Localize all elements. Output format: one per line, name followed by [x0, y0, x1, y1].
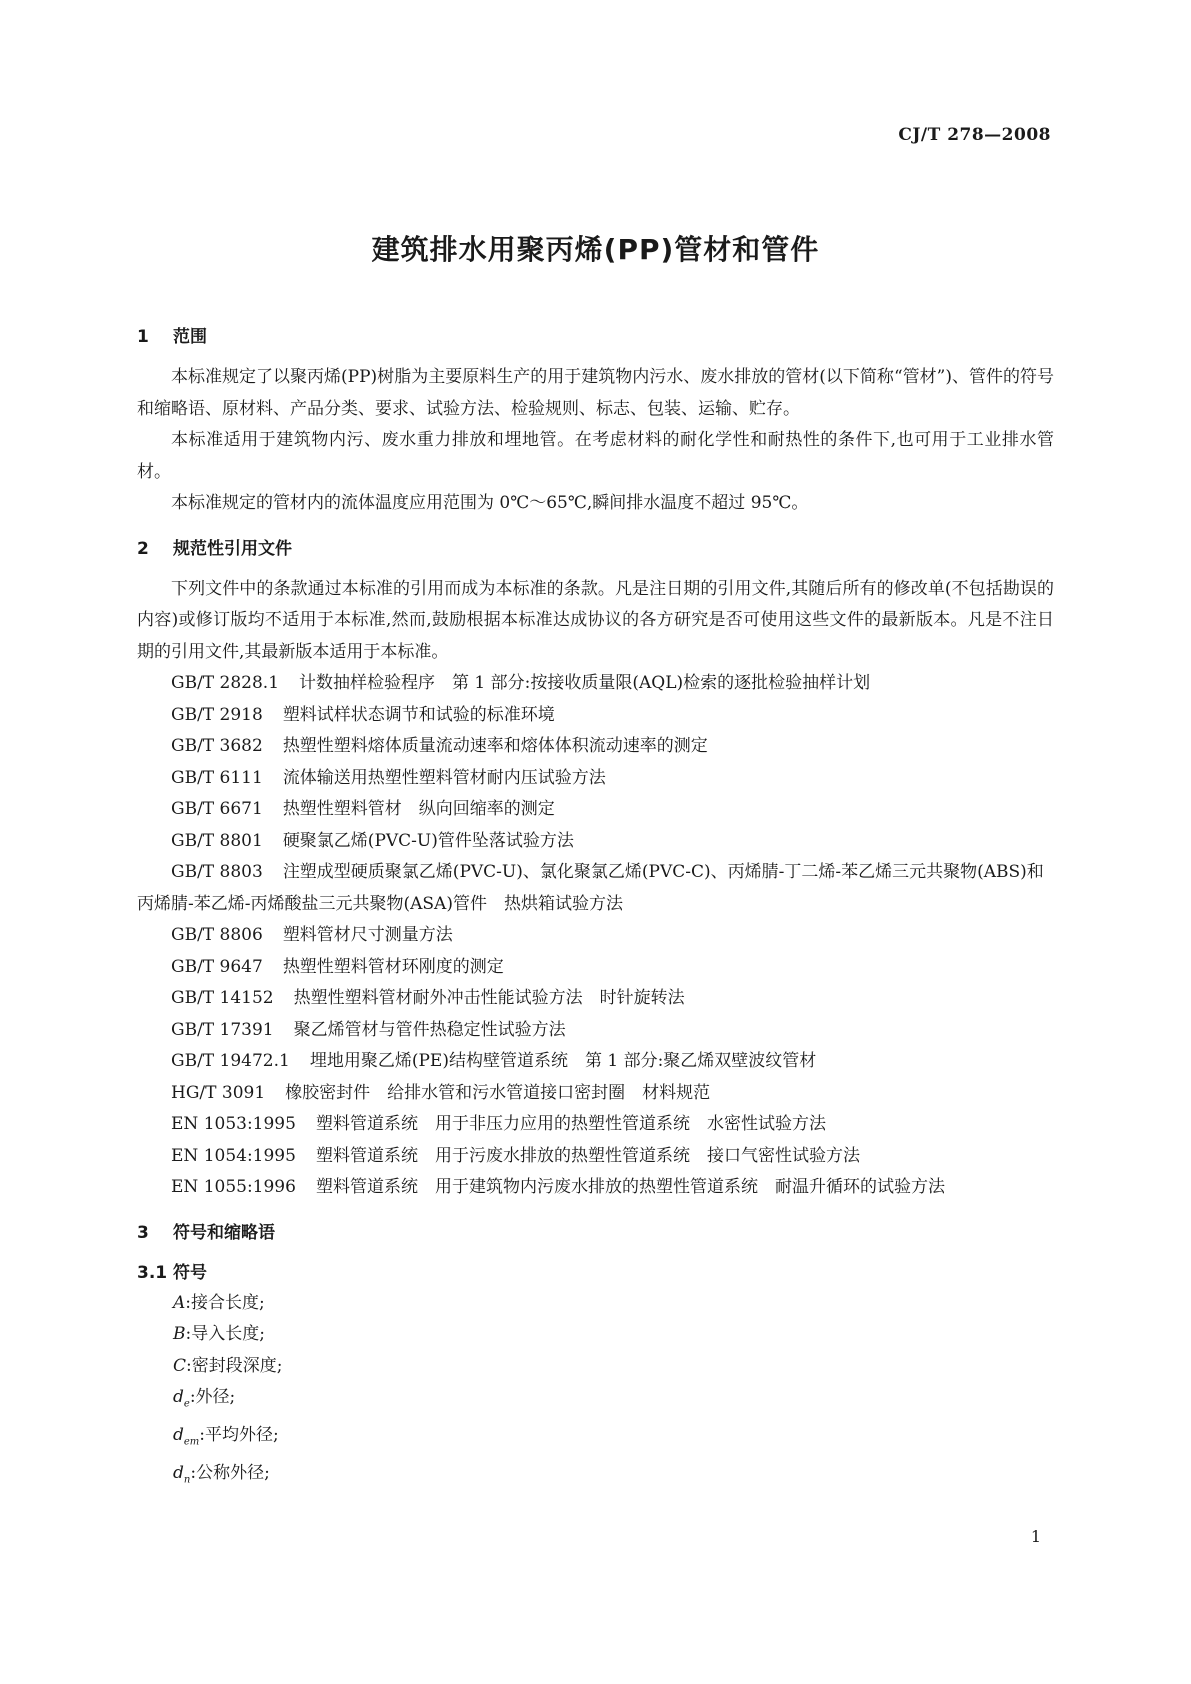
section-title: 范围 [173, 327, 207, 347]
symbol-description: :导入长度; [185, 1324, 265, 1344]
reference-code: GB/T 3682 [171, 736, 263, 756]
reference-item [137, 920, 1054, 952]
reference-title: 塑料管道系统 用于非压力应用的热塑性管道系统 水密性试验方法 [315, 1114, 826, 1134]
subsection-3-1-heading [137, 1258, 1054, 1288]
section-title: 符号和缩略语 [173, 1222, 275, 1243]
reference-item [137, 1141, 1054, 1173]
section-1-heading [137, 322, 1054, 352]
paragraph: 本标准适用于建筑物内污、废水重力排放和埋地管。在考虑材料的耐化学性和耐热性的条件下,也可用于工业排水管材。 [137, 430, 1054, 482]
reference-item [137, 794, 1054, 826]
reference-item [137, 731, 1054, 763]
symbol-list [137, 1288, 1054, 1496]
page-number: 1 [1030, 1527, 1041, 1546]
reference-item [137, 983, 1054, 1015]
reference-title: 橡胶密封件 给排水管和污水管道接口密封圈 材料规范 [285, 1082, 711, 1103]
symbol-letter: B [173, 1324, 186, 1344]
reference-title: 聚乙烯管材与管件热稳定性试验方法 [293, 1019, 566, 1040]
reference-title: 埋地用聚乙烯(PE)结构壁管道系统 第 1 部分:聚乙烯双壁波纹管材 [309, 1051, 817, 1071]
symbol-description: :密封段深度; [186, 1355, 283, 1376]
paragraph: 下列文件中的条款通过本标准的引用而成为本标准的条款。凡是注日期的引用文件,其随后所有的修改单(不包括勘误的内容)或修订版均不适用于本标准,然而,鼓励根据本标准达成协议的各方研究是否可使用这些文件的最新版本。凡是不注日期的引用文件,其最新版本适用于本标准。 [137, 578, 1054, 662]
reference-code: GB/T 8803 [171, 862, 263, 882]
reference-code: GB/T 14152 [171, 988, 274, 1008]
symbol-item [137, 1288, 1054, 1320]
symbol-letter: d [173, 1462, 184, 1483]
reference-title: 塑料管道系统 用于建筑物内污废水排放的热塑性管道系统 耐温升循环的试验方法 [315, 1177, 945, 1197]
symbol-subscript: e [183, 1398, 190, 1410]
subsection-title: 符号 [173, 1262, 207, 1283]
section-number: 2 [137, 538, 149, 559]
reference-code: EN 1053:1995 [171, 1114, 296, 1134]
reference-code: GB/T 8806 [171, 925, 263, 945]
subsection-number: 3.1 [137, 1262, 168, 1283]
reference-title: 硬聚氯乙烯(PVC-U)管件坠落试验方法 [282, 830, 574, 851]
paragraph: 本标准规定的管材内的流体温度应用范围为 0℃～65℃,瞬间排水温度不超过 95℃。 [171, 493, 809, 513]
reference-item [137, 668, 1054, 700]
reference-code: GB/T 2918 [171, 704, 263, 725]
symbol-letter: d [173, 1387, 184, 1407]
reference-title: 计数抽样检验程序 第 1 部分:按接收质量限(AQL)检索的逐批检验抽样计划 [299, 673, 871, 693]
symbol-description: :接合长度; [185, 1292, 265, 1313]
symbol-item [137, 1351, 1054, 1383]
document-body [137, 322, 1054, 1496]
reference-title: 热塑性塑料管材耐外冲击性能试验方法 时针旋转法 [293, 988, 685, 1008]
reference-code: GB/T 9647 [171, 956, 263, 977]
reference-item [137, 857, 1054, 920]
reference-title: 塑料管材尺寸测量方法 [282, 925, 453, 945]
reference-item [137, 1109, 1054, 1141]
reference-item [137, 1172, 1054, 1204]
symbol-item [137, 1458, 1054, 1496]
reference-code: EN 1054:1995 [171, 1145, 296, 1166]
reference-item [137, 1078, 1054, 1110]
reference-title: 流体输送用热塑性塑料管材耐内压试验方法 [282, 767, 606, 788]
symbol-description: :公称外径; [190, 1462, 270, 1483]
symbol-subscript: em [183, 1436, 200, 1448]
reference-code: GB/T 2828.1 [171, 673, 280, 693]
reference-title: 塑料管道系统 用于污废水排放的热塑性管道系统 接口气密性试验方法 [315, 1145, 860, 1166]
section-number: 3 [137, 1222, 149, 1243]
section-number: 1 [137, 327, 149, 347]
reference-list [137, 668, 1054, 1204]
reference-title: 热塑性塑料管材环刚度的测定 [282, 956, 504, 977]
symbol-subscript: n [183, 1474, 191, 1486]
reference-title: 塑料试样状态调节和试验的标准环境 [282, 704, 555, 725]
symbol-item [137, 1382, 1054, 1420]
standard-number: CJ/T 278—2008 [898, 125, 1051, 145]
reference-item [137, 763, 1054, 795]
reference-code: GB/T 6111 [171, 767, 263, 788]
symbol-letter: A [173, 1292, 186, 1313]
symbol-item [137, 1420, 1054, 1458]
reference-item [137, 1015, 1054, 1047]
symbol-letter: C [173, 1355, 187, 1376]
reference-item [137, 826, 1054, 858]
symbol-description: :外径; [189, 1387, 236, 1407]
symbol-description: :平均外径; [199, 1424, 279, 1445]
reference-item [137, 1046, 1054, 1078]
reference-code: GB/T 6671 [171, 799, 263, 819]
reference-item [137, 952, 1054, 984]
reference-item [137, 700, 1054, 732]
symbol-item [137, 1319, 1054, 1351]
paragraph: 本标准规定了以聚丙烯(PP)树脂为主要原料生产的用于建筑物内污水、废水排放的管材(以下简称“管材”)、管件的符号和缩略语、原材料、产品分类、要求、试验方法、检验规则、标志、包装、运输、贮存。 [137, 367, 1054, 419]
reference-code: GB/T 17391 [171, 1019, 274, 1040]
section-2-heading [137, 534, 1054, 564]
reference-code: GB/T 19472.1 [171, 1051, 290, 1071]
reference-code: GB/T 8801 [171, 830, 263, 851]
reference-title: 热塑性塑料熔体质量流动速率和熔体体积流动速率的测定 [282, 736, 708, 756]
reference-title: 注塑成型硬质聚氯乙烯(PVC-U)、氯化聚氯乙烯(PVC-C)、丙烯腈-丁二烯-苯乙烯三元共聚物(ABS)和丙烯腈-苯乙烯-丙烯酸盐三元共聚物(ASA)管件 热烘箱试验方法 [137, 862, 1044, 914]
reference-code: EN 1055:1996 [171, 1177, 296, 1197]
reference-title: 热塑性塑料管材 纵向回缩率的测定 [282, 799, 555, 819]
section-3-heading [137, 1218, 1054, 1248]
section-title: 规范性引用文件 [173, 538, 292, 559]
symbol-letter: d [173, 1424, 184, 1445]
document-title: 建筑排水用聚丙烯(PP)管材和管件 [371, 233, 820, 266]
reference-code: HG/T 3091 [171, 1082, 266, 1103]
